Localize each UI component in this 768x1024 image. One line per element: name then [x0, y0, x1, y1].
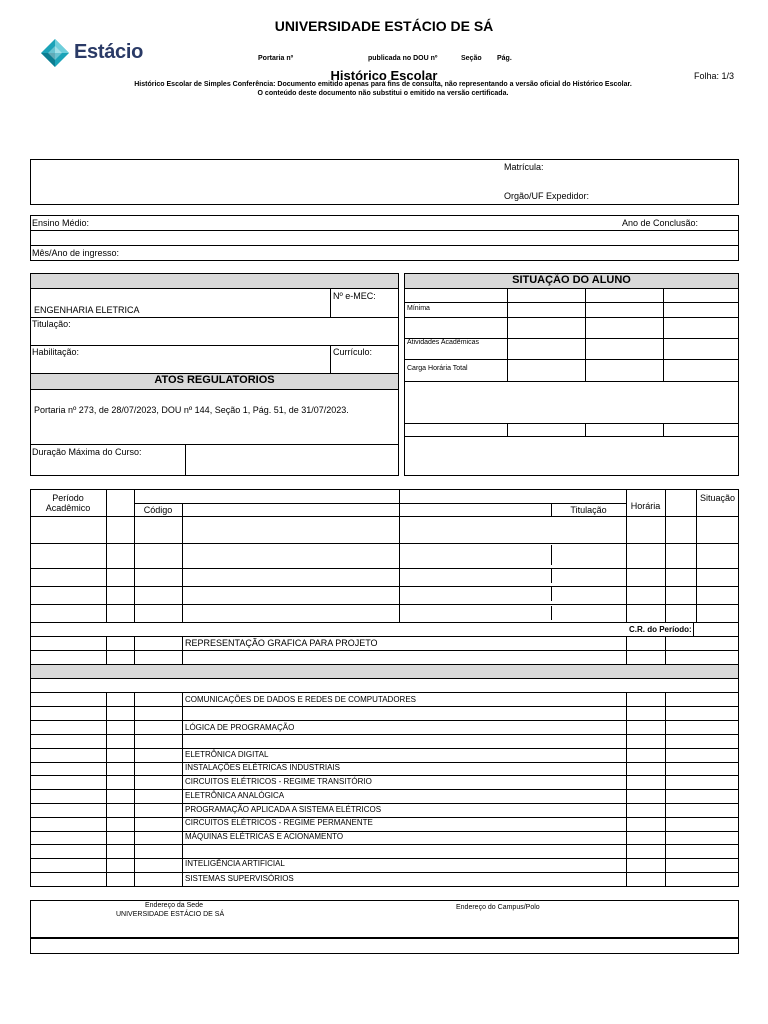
titulacao-header: Titulação [570, 505, 607, 515]
subject-first: REPRESENTAÇÃO GRAFICA PARA PROJETO [185, 638, 378, 648]
cr-periodo-label: C.R. do Período: [629, 625, 692, 634]
matricula-label: Matrícula: [504, 162, 544, 172]
university-title: UNIVERSIDADE ESTÁCIO DE SÁ [274, 18, 494, 34]
subject-row: INSTALAÇÕES ELÉTRICAS INDUSTRIAIS [185, 763, 340, 772]
endereco-sede-label: Endereço da Sede [145, 902, 203, 909]
document-title: Histórico Escolar [330, 68, 438, 83]
address-box [30, 900, 739, 938]
secao-label: Seção [461, 55, 482, 62]
codigo-header: Código [143, 505, 173, 515]
portaria-label: Portaria nº [258, 55, 294, 62]
course-name: ENGENHARIA ELETRICA [34, 305, 140, 315]
subject-row: COMUNICAÇÕES DE DADOS E REDES DE COMPUTADORES [185, 695, 416, 704]
subject-row: LÓGICA DE PROGRAMAÇÃO [185, 723, 295, 732]
subject-row: MÁQUINAS ELÉTRICAS E ACIONAMENTO [185, 832, 344, 841]
course-header-bar [30, 273, 399, 289]
address-extra-row [30, 938, 739, 954]
ingresso-label: Mês/Ano de ingresso: [32, 248, 120, 258]
subject-row: ELETRÔNICA ANALÓGICA [185, 791, 285, 800]
grades-table [30, 489, 739, 887]
subject-row: SISTEMAS SUPERVISÓRIOS [185, 874, 294, 883]
periodo-header: Período Acadêmico [45, 493, 91, 513]
carga-label: Carga Horária Total [407, 365, 468, 372]
titulacao-label: Titulação: [32, 319, 71, 329]
disclaimer-line-2: O conteúdo deste documento não substitui o emitido na versão certificada. [257, 90, 509, 97]
emec-label: Nº e-MEC: [333, 291, 376, 301]
estacio-logo [40, 38, 150, 70]
period-separator-bar [30, 664, 739, 679]
atos-text: Portaria nº 273, de 28/07/2023, DOU nº 144, Seção 1, Pág. 51, de 31/07/2023. [34, 405, 349, 415]
atos-title: ATOS REGULATORIOS [154, 374, 275, 386]
dou-label: publicada no DOU nº [368, 55, 438, 62]
situacao-header: Situação [699, 493, 736, 503]
logo-text: Estácio [74, 41, 144, 63]
student-identity-box [30, 159, 739, 205]
endereco-campus-label: Endereço do Campus/Polo [456, 904, 540, 911]
habilitacao-label: Habilitação: [32, 347, 80, 357]
logo-diamond-icon [40, 38, 74, 70]
atividades-label: Atividades Acadêmicas [407, 339, 479, 346]
ensino-medio-label: Ensino Médio: [32, 218, 90, 228]
pag-label: Pág. [497, 55, 512, 62]
duracao-label: Duração Máxima do Curso: [32, 447, 142, 457]
subject-row: INTELIGÊNCIA ARTIFICIAL [185, 859, 285, 868]
subject-row: CIRCUITOS ELÉTRICOS - REGIME TRANSITÓRIO [185, 777, 372, 786]
orgao-label: Orgão/UF Expedidor: [504, 191, 590, 201]
subject-row: CIRCUITOS ELÉTRICOS - REGIME PERMANENTE [185, 818, 373, 827]
minima-label: Mínima [407, 305, 430, 312]
folha-label: Folha: 1/3 [694, 71, 735, 81]
situacao-box [404, 273, 739, 476]
curriculo-label: Currículo: [333, 347, 373, 357]
sede-name: UNIVERSIDADE ESTÁCIO DE SÁ [116, 911, 225, 918]
subject-row: ELETRÔNICA DIGITAL [185, 750, 269, 759]
situacao-title: SITUAÇÃO DO ALUNO [512, 274, 631, 286]
horaria-header: Horária [630, 501, 661, 511]
subject-row: PROGRAMAÇÃO APLICADA A SISTEMA ELÉTRICOS [185, 805, 382, 814]
ano-conclusao-label: Ano de Conclusão: [622, 218, 699, 228]
disclaimer-line-1: Histórico Escolar de Simples Conferência: Documento emitido apenas para fins de consulta, não representando a versão oficial do Histórico Escolar. [134, 81, 632, 88]
